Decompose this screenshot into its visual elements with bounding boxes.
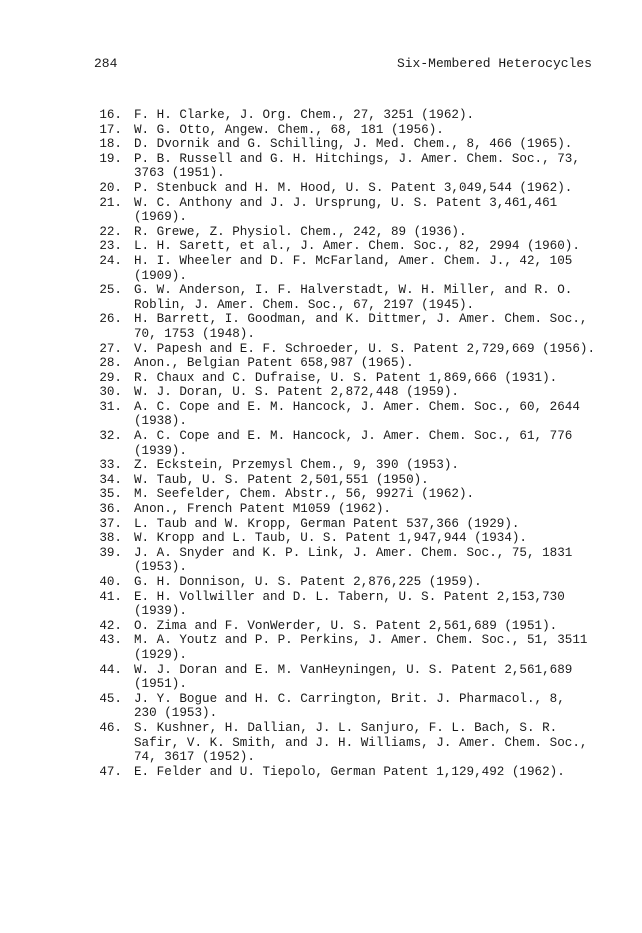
reference-item — [94, 590, 609, 619]
reference-item — [94, 254, 609, 283]
reference-item — [94, 342, 609, 357]
reference-number: 33. — [99, 458, 122, 473]
page-number: 284 — [94, 56, 118, 71]
reference-text-line: W. Taub, U. S. Patent 2,501,551 (1950). — [134, 472, 429, 487]
reference-number: 19. — [99, 151, 122, 166]
reference-text-line: (1939). — [134, 604, 187, 619]
reference-item — [94, 633, 609, 662]
reference-text-line: J. Y. Bogue and H. C. Carrington, Brit. J. Pharmacol., 8, — [134, 691, 565, 706]
reference-number: 42. — [99, 618, 122, 633]
reference-item — [94, 385, 609, 400]
reference-text-line: 70, 1753 (1948). — [134, 326, 255, 341]
reference-number: 24. — [99, 253, 122, 268]
reference-text-line: V. Papesh and E. F. Schroeder, U. S. Patent 2,729,669 (1956). — [134, 341, 596, 356]
reference-number: 17. — [99, 122, 122, 137]
reference-item — [94, 356, 609, 371]
reference-number: 43. — [99, 633, 122, 648]
reference-text-line: G. W. Anderson, I. F. Halverstadt, W. H. Miller, and R. O. — [134, 283, 573, 298]
reference-item — [94, 663, 609, 692]
reference-text-line: E. H. Vollwiller and D. L. Tabern, U. S. Patent 2,153,730 — [134, 589, 565, 604]
reference-item — [94, 108, 609, 123]
reference-text-line: H. I. Wheeler and D. F. McFarland, Amer. Chem. J., 42, 105 — [134, 253, 573, 268]
reference-text-line: W. G. Otto, Angew. Chem., 68, 181 (1956). — [134, 122, 444, 137]
reference-text-line: E. Felder and U. Tiepolo, German Patent 1,129,492 (1962). — [134, 764, 565, 779]
reference-text-line: Anon., French Patent M1059 (1962). — [134, 502, 391, 517]
reference-number: 21. — [99, 195, 122, 210]
reference-number: 28. — [99, 356, 122, 371]
reference-number: 31. — [99, 399, 122, 414]
reference-text-line: W. Kropp and L. Taub, U. S. Patent 1,947,944 (1934). — [134, 531, 527, 546]
reference-item — [94, 283, 609, 312]
reference-text-line: R. Chaux and C. Dufraise, U. S. Patent 1,869,666 (1931). — [134, 370, 558, 385]
reference-number: 26. — [99, 312, 122, 327]
reference-text-line: L. H. Sarett, et al., J. Amer. Chem. Soc., 82, 2994 (1960). — [134, 239, 580, 254]
reference-text-line: Z. Eckstein, Przemysl Chem., 9, 390 (1953). — [134, 458, 459, 473]
reference-item — [94, 152, 609, 181]
reference-text-line: 74, 3617 (1952). — [134, 750, 255, 765]
reference-item — [94, 765, 609, 780]
reference-number: 20. — [99, 180, 122, 195]
reference-number: 32. — [99, 429, 122, 444]
reference-item — [94, 137, 609, 152]
reference-item — [94, 429, 609, 458]
reference-text-line: (1969). — [134, 210, 187, 225]
reference-number: 36. — [99, 502, 122, 517]
reference-number: 30. — [99, 385, 122, 400]
reference-text-line: L. Taub and W. Kropp, German Patent 537,366 (1929). — [134, 516, 520, 531]
reference-item — [94, 517, 609, 532]
page-header — [94, 55, 592, 73]
reference-number: 44. — [99, 662, 122, 677]
reference-text-line: H. Barrett, I. Goodman, and K. Dittmer, J. Amer. Chem. Soc., — [134, 312, 588, 327]
reference-text-line: M. A. Youtz and P. P. Perkins, J. Amer. Chem. Soc., 51, 3511 — [134, 633, 588, 648]
reference-text-line: Anon., Belgian Patent 658,987 (1965). — [134, 356, 414, 371]
reference-text-line: R. Grewe, Z. Physiol. Chem., 242, 89 (1936). — [134, 224, 467, 239]
reference-text-line: 3763 (1951). — [134, 166, 225, 181]
reference-text-line: M. Seefelder, Chem. Abstr., 56, 9927i (1962). — [134, 487, 475, 502]
reference-text-line: (1953). — [134, 560, 187, 575]
reference-number: 35. — [99, 487, 122, 502]
reference-item — [94, 619, 609, 634]
reference-item — [94, 546, 609, 575]
reference-text-line: Safir, V. K. Smith, and J. H. Williams, J. Amer. Chem. Soc., — [134, 735, 588, 750]
reference-text-line: P. Stenbuck and H. M. Hood, U. S. Patent 3,049,544 (1962). — [134, 180, 573, 195]
reference-number: 34. — [99, 472, 122, 487]
reference-item — [94, 312, 609, 341]
reference-text-line: 230 (1953). — [134, 706, 218, 721]
reference-text-line: G. H. Donnison, U. S. Patent 2,876,225 (1959). — [134, 575, 482, 589]
reference-item — [94, 371, 609, 386]
reference-number: 23. — [99, 239, 122, 254]
reference-text-line: A. C. Cope and E. M. Hancock, J. Amer. Chem. Soc., 60, 2644 — [134, 399, 580, 414]
reference-text-line: (1951). — [134, 677, 187, 692]
reference-number: 16. — [99, 108, 122, 122]
reference-text-line: P. B. Russell and G. H. Hitchings, J. Amer. Chem. Soc., 73, — [134, 151, 580, 166]
reference-text-line: W. J. Doran and E. M. VanHeyningen, U. S. Patent 2,561,689 — [134, 662, 573, 677]
reference-number: 29. — [99, 370, 122, 385]
reference-text-line: S. Kushner, H. Dallian, J. L. Sanjuro, F. L. Bach, S. R. — [134, 720, 558, 735]
reference-text-line: F. H. Clarke, J. Org. Chem., 27, 3251 (1962). — [134, 108, 475, 122]
reference-item — [94, 400, 609, 429]
reference-item — [94, 487, 609, 502]
reference-text-line: W. J. Doran, U. S. Patent 2,872,448 (1959). — [134, 385, 459, 400]
reference-item — [94, 225, 609, 240]
reference-item — [94, 721, 609, 765]
reference-number: 41. — [99, 589, 122, 604]
reference-text-line: (1939). — [134, 443, 187, 458]
reference-item — [94, 458, 609, 473]
reference-number: 18. — [99, 137, 122, 152]
reference-text-line: (1929). — [134, 647, 187, 662]
reference-text-line: D. Dvornik and G. Schilling, J. Med. Chem., 8, 466 (1965). — [134, 137, 573, 152]
reference-item — [94, 692, 609, 721]
reference-number: 45. — [99, 691, 122, 706]
reference-number: 46. — [99, 720, 122, 735]
reference-number: 38. — [99, 531, 122, 546]
reference-item — [94, 531, 609, 546]
reference-number: 27. — [99, 341, 122, 356]
reference-number: 37. — [99, 516, 122, 531]
reference-number: 22. — [99, 224, 122, 239]
reference-item — [94, 473, 609, 488]
reference-item — [94, 181, 609, 196]
reference-list — [94, 108, 609, 779]
running-title: Six-Membered Heterocycles — [396, 56, 592, 71]
reference-text-line: (1938). — [134, 414, 187, 429]
reference-number: 47. — [99, 764, 122, 779]
reference-item — [94, 123, 609, 138]
reference-text-line: Roblin, J. Amer. Chem. Soc., 67, 2197 (1945). — [134, 297, 475, 312]
reference-number: 40. — [99, 575, 122, 589]
reference-text-line: O. Zima and F. VonWerder, U. S. Patent 2,561,689 (1951). — [134, 618, 558, 633]
reference-item — [94, 239, 609, 254]
reference-number: 25. — [99, 283, 122, 298]
reference-number: 39. — [99, 545, 122, 560]
reference-text-line: A. C. Cope and E. M. Hancock, J. Amer. Chem. Soc., 61, 776 — [134, 429, 573, 444]
reference-text-line: W. C. Anthony and J. J. Ursprung, U. S. Patent 3,461,461 — [134, 195, 558, 210]
reference-text-line: (1909). — [134, 268, 187, 283]
reference-text-line: J. A. Snyder and K. P. Link, J. Amer. Chem. Soc., 75, 1831 — [134, 545, 573, 560]
reference-item — [94, 575, 609, 590]
reference-item — [94, 196, 609, 225]
reference-item — [94, 502, 609, 517]
